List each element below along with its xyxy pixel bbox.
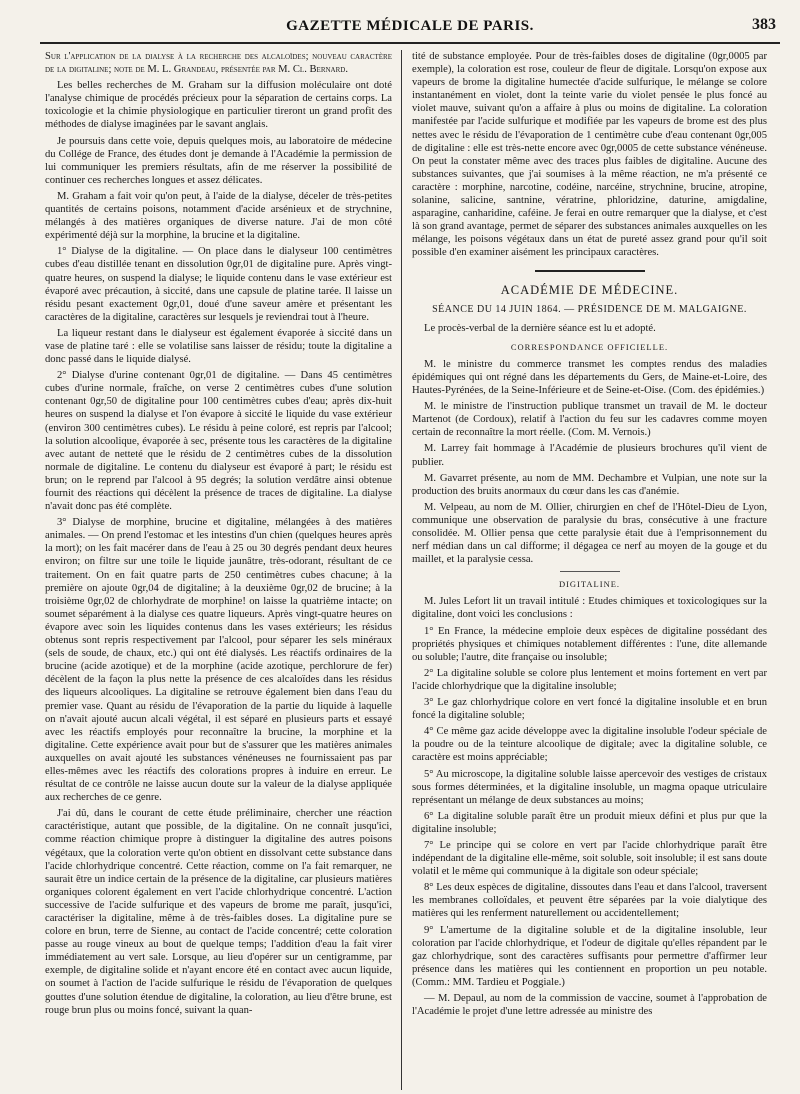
conclusion-item: 7° Le principe qui se colore en vert par l'acide chlorhydrique paraît être indépendant de la digitaline elle-même, soit soluble, soit insoluble; il est sans doute volatil et le même qui communique à la digitale son odeur spéciale; — [412, 839, 767, 878]
digitaline-heading: DIGITALINE. — [558, 579, 621, 590]
conclusion-item: 9° L'amertume de la digitaline soluble et de la digitaline insoluble, leur coloration par l'acide chlorhydrique, et l'odeur de digitale qu'elles répandent par le gaz chlorhydrique, sont des caractères suffisants pour permettre d'affirmer leur présence dans les matières qui les contiennent en proportion un peu notable. (Comm.: MM. Tardieu et Poggiale.) — [412, 924, 767, 988]
correspondence-item: M. le ministre du commerce transmet les comptes rendus des maladies épidémiques qui ont régné dans les départements du Gers, de Maine-et-Loire, des Hautes-Pyrénées, de la Seine-Inférieure et de Seine-et-Oise. (Com. des épidémies.) — [412, 358, 767, 397]
conclusion-item: 6° La digitaline soluble paraît être un produit mieux défini et plus pur que la digitaline insoluble; — [412, 810, 767, 835]
correspondence-list — [412, 358, 767, 566]
conclusion-item: 2° La digitaline soluble se colore plus lentement et moins fortement en vert par l'acide chlorhydrique que la digitaline insoluble; — [412, 667, 767, 692]
article-paragraph: Je poursuis dans cette voie, depuis quelques mois, au laboratoire de médecine du Collége de France, des études dont je demande à l'Académie la permission de lui communiquer les premiers résultats, afin de me réserver la possibilité de continuer ces recherches longues et assez délicates. — [45, 135, 392, 186]
article-paragraph: La liqueur restant dans le dialyseur est également évaporée à siccité dans un vase de platine taré : elle se volatilise sans laisser de résidu; toute la digitaline a donc passé dans le liquide dialysé. — [45, 327, 392, 366]
conclusion-item: 8° Les deux espèces de digitaline, dissoutes dans l'eau et dans l'alcool, traversent les membranes colloïdales, et peuvent être séparées par la voie dialytique des matières qui les renferment naturellement ou accidentellement; — [412, 882, 767, 920]
journal-title: GAZETTE MÉDICALE DE PARIS. — [286, 18, 534, 34]
conclusion-item: 3° Le gaz chlorhydrique colore en vert foncé la digitaline insoluble et en brun foncé la digitaline soluble; — [412, 697, 767, 722]
section-rule — [535, 270, 645, 272]
depaul-paragraph: — M. Depaul, au nom de la commission de vaccine, soumet à l'approbation de l'Académie le projet d'une lettre adressée au ministre des — [412, 993, 767, 1018]
column-divider — [401, 50, 402, 1090]
conclusions-list — [412, 625, 767, 989]
article-paragraph: M. Graham a fait voir qu'on peut, à l'aide de la dialyse, déceler de très-petites quantités de certains poisons, notamment d'acide arsénieux et de strychnine, mélangés à des matières organiques de diverse nature. J'ai de mon côté expérimenté déjà sur la morphine, la brucine et la digitaline. — [45, 190, 392, 242]
article-paragraph: 3° Dialyse de morphine, brucine et digitaline, mélangées à des matières animales. — On prend l'estomac et les intestins d'un chien (quelques heures après la mort); on les fait macérer dans de l'eau à 25 ou 30 degrés pendant deux heures environ; on filtre sur une toile le liquide jaunâtre, très-odorant, résultant de ce traitement. On en fait quatre parts de 250 centimètres cubes chacune; à la première on ajoute 0gr,04 de digitaline; à la deuxième 0gr,02 de brucine; à la troisième 0gr,02 de chlorhydrate de morphine! on laisse la quatrième intacte; on soumet séparément à la dialyse ces quatre liqueurs. Après vingt-quatre heures on évapore avec soin les liquides contenus dans les vases extérieurs; les résidus obtenus sont repris respectivement par l'alcool, pour séparer les sels minéraux (sels de soude, de chaux, etc.) qui ont été dialysés. Les réactifs ordinaires de la brucine (acide azotique) et de la morphine (acide azotique, perchlorure de fer) décèlent de la façon la plus nette la présence de ces alcaloïdes dans les résidus des liqueurs alcooliques. La digitaline se retrouve également bien dans l'eau du premier vase. Quant au résidu de l'évaporation de la partie du liquide à laquelle on n'avait ajouté aucun alcali végétal, il est séparé en plusieurs parts et essayé avec les réactifs employés pour reconnaître la brucine, la morphine et la digitaline. Cette expérience avait pour but de s'assurer que les matières animales auxquelles on avait ajouté les substances vénéneuses ne fournissaient pas par elles-mêmes avec les réactifs des colorations propres à induire en erreur. Le résultat de ce contrôle ne laisse aucun doute sur la valeur de la dialyse appliquée aux recherches de ce genre. — [45, 517, 392, 804]
article-title: Sur l'application de la dialyse à la recherche des alcaloïdes; nouveau caractère de la digitaline; note de M. L. Grandeau, présentée par M. Cl. Bernard. — [45, 51, 392, 76]
conclusion-item: 1° En France, la médecine emploie deux espèces de digitaline possédant des propriétés physiques et chimiques notablement différentes : l'une, dite allemande ou soluble; l'autre, dite française ou insoluble; — [412, 625, 767, 663]
minutes-text: Le procès-verbal de la dernière séance est lu et adopté. — [424, 322, 656, 334]
page-number: 383 — [752, 16, 776, 33]
correspondence-item: M. Gavarret présente, au nom de MM. Dechambre et Vulpian, une note sur la production des bruits anormaux du cœur dans les cas d'anémie. — [412, 472, 767, 497]
article-paragraph: J'ai dû, dans le courant de cette étude préliminaire, chercher une réaction caractéristique, autant que possible, de la digitaline. On ne connaît jusqu'ici, comme réaction chimique propre à distinguer la digitaline des autres poisons végétaux, que la coloration verte qu'on obtient en dissolvant cette substance dans l'acide chlorhydrique concentré. Cette réaction, comme on l'a fait remarquer, ne saurait être un indice certain de la présence de la digitaline, car plusieurs matières organiques colorent également en vert l'acide chlorhydrique concentré. L'action successive de l'acide sulfurique et des vapeurs de brome me paraît, jusqu'ici, caractériser la digitaline, même à de très-faibles doses. La digitaline pure se colore en brun, terre de Sienne, au contact de l'acide concentré; cette coloration passe au rouge vineux au bout de quelque temps; l'addition d'eau la fait virer immédiatement au vert sale. Lorsque, au lieu d'opérer sur un centigramme, par exemple, de digitaline solide et n'ayant encore été en contact avec aucun liquide, on soumet à l'action de l'acide sulfurique le résidu de l'évaporation de quelques gouttes d'une solution étendue de digitaline, la coloration, au lieu d'être brune, est rouge brun plus ou moins foncé, suivant la quan- — [45, 808, 392, 1016]
article-continuation: tité de substance employée. Pour de très-faibles doses de digitaline (0gr,0005 par exemple), la coloration est rose, couleur de fleur de digitale. Lorsqu'on expose aux vapeurs de brome la digitaline humectée d'acide sulfurique, le mélange se colore instantanément en violet, dont la teinte varie du violet pensée le plus foncé au violet mauve, suivant qu'on a affaire à plus ou moins de digitaline. La coloration manifestée par l'acide sulfurique et modifiée par les vapeurs de brome est des plus nettes avec le résidu de l'évaporation de 1 centimètre cube d'eau contenant 0gr,005 de digitaline : elle est très-nette encore avec 0gr,0005 de cette substance vénéneuse. On peut la constater même avec des traces plus faibles de digitaline. Aucune des substances suivantes, que j'ai soumises à la même réaction, ne m'a présenté ce caractère : morphine, narcotine, codéine, narcéine, strychnine, brucine, atropine, solanine, salicine, santnine, vératrine, phloridzine, daturine, amigdaline, asparagine, canharidine, caféine. Je ferai en outre remarquer que la dialyse, et c'est là son grand avantage, permet de séparer des substances animales auxquelles on les mélange, les poisons végétaux dans un état de pureté assez grand pour qu'il soit possible d'en examiner aisément les principaux caractères. — [412, 51, 767, 259]
lefort-intro: M. Jules Lefort lit un travail intitulé : Etudes chimiques et toxicologiques sur la digitaline, dont voici les conclusions : — [412, 596, 767, 621]
left-column — [45, 50, 392, 1088]
academy-heading: ACADÉMIE DE MÉDECINE. — [500, 282, 679, 297]
article-body — [45, 79, 392, 1017]
correspondence-item: M. Larrey fait hommage à l'Académie de plusieurs brochures qu'il vient de publier. — [412, 443, 767, 468]
conclusion-item: 4° Ce même gaz acide développe avec la digitaline insoluble l'odeur spéciale de la poudre ou de la teinture alcoolique de digitale; avec la digitaline soluble, ce caractère est moins appréciable; — [412, 726, 767, 764]
correspondence-item: M. le ministre de l'instruction publique transmet un travail de M. le docteur Martenot (de Cordoux), relatif à l'action du feu sur les cadavres comme moyen certain de reconnaître la mort réelle. (Com. M. Vernois.) — [412, 401, 767, 439]
article-paragraph: 2° Dialyse d'urine contenant 0gr,01 de digitaline. — Dans 45 centimètres cubes d'urine normale, fraîche, on verse 2 centimètres cubes d'une solution contenant 0gr,50 de digitaline pour 100 centimètres cubes d'eau; après dix-huit heures on suspend la dialyse et l'on évapore à siccité le liquide du vase extérieur (environ 300 centimètres cubes). Le résidu à peine coloré, est repris par l'alcool; la solution alcoolique, évaporée à sec, présente tous les caractères de la digitaline avec autant de netteté que le résidu de 2 centimètres cubes de la dissolution normale de digitaline. Le contenu du dialyseur est évaporé à part; le résidu est brun; on le reprend par l'alcool à 95 degrés; la solution verdâtre ainsi obtenue fournit des réactions qui décèlent la présence de traces de digitaline. La dialyse n'avait donc pas été complète. — [45, 370, 392, 513]
conclusion-item: 5° Au microscope, la digitaline soluble laisse apercevoir des vestiges de cristaux sous formes déterminées, et la digitaline insoluble, un magma opaque utriculaire représentant un mélange de deux substances au moins; — [412, 768, 767, 806]
article-paragraph: 1° Dialyse de la digitaline. — On place dans le dialyseur 100 centimètres cubes d'eau distillée tenant en dissolution 0gr,01 de digitaline pure. Après vingt-quatre heures, on suspend la dialyse; le liquide contenu dans le vase extérieur est évaporé avec précaution, à siccité, dans une capsule de platine tarée. Il laisse un résidu pesant exactement 0gr,01, doué d'une saveur amère et présentant les caractères de la digitaline, caractères sur lesquels je reviendrai tout à l'heure. — [45, 246, 392, 323]
correspondence-heading: CORRESPONDANCE OFFICIELLE. — [510, 341, 669, 352]
correspondence-item: M. Velpeau, au nom de M. Ollier, chirurgien en chef de l'Hôtel-Dieu de Lyon, communique une observation de paralysie du bras, consécutive à une fracture consolidée. M. Ollier pensa que cette paralysie était due à l'emprisonnement du nerf médian dans un cal difforme; il dégagea ce nerf au moyen de la gouge et du maillet, et la paralysie cessa. — [412, 501, 767, 566]
running-head — [40, 12, 780, 44]
article-paragraph: Les belles recherches de M. Graham sur la diffusion moléculaire ont doté l'analyse chimique de procédés précieux pour la séparation de certains corps. La toxicologie et la chimie physiologique en particulier tireront un grand profit des méthodes de dialyse imaginées par le savant anglais. — [45, 80, 392, 131]
session-line: SÉANCE DU 14 JUIN 1864. — PRÉSIDENCE DE M. MALGAIGNE. — [432, 303, 747, 315]
right-column — [412, 50, 767, 1088]
sub-rule — [560, 571, 620, 572]
